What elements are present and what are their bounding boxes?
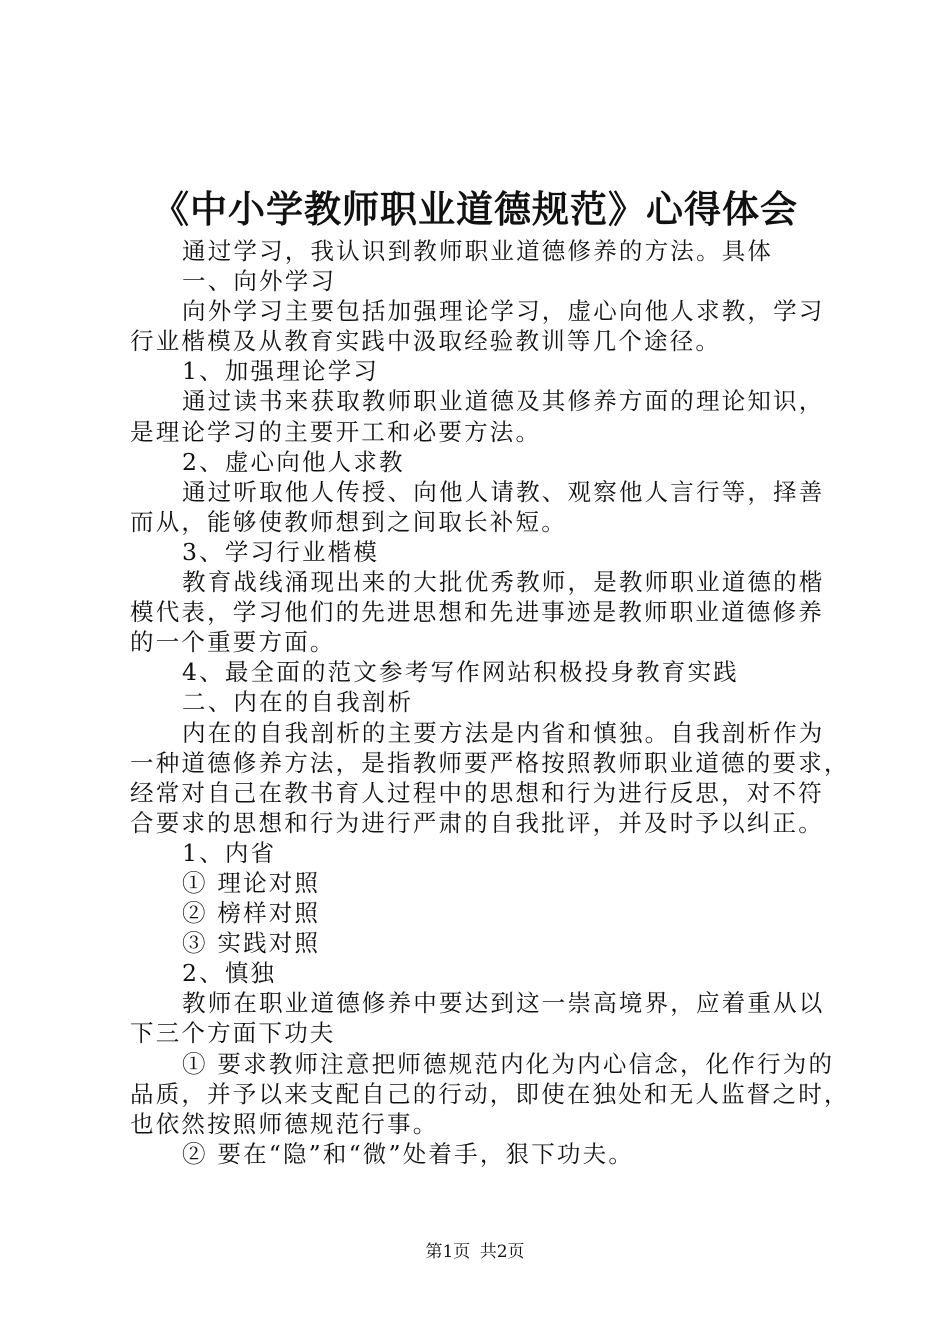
- paragraph-line: 品质，并予以来支配自己的行动，即使在独处和无人监督之时，: [130, 1079, 850, 1108]
- paragraph-line: 模代表，学习他们的先进思想和先进事迹是教师职业道德修养: [130, 598, 824, 627]
- subsection-heading: 1、加强理论学习: [182, 357, 380, 386]
- list-item: ③ 实践对照: [182, 929, 321, 958]
- list-item: ② 榜样对照: [182, 899, 321, 928]
- paragraph-line: 经常对自己在教书育人过程中的思想和行为进行反思，对不符: [130, 778, 824, 807]
- list-item: ① 理论对照: [182, 868, 321, 897]
- paragraph-line: 下三个方面下功夫: [130, 1019, 336, 1048]
- section-heading: 二、内在的自我剖析: [182, 688, 414, 717]
- list-item: ① 要求教师注意把师德规范内化为内心信念，化作行为的: [182, 1049, 835, 1078]
- paragraph-line: 通过听取他人传授、向他人请教、观察他人言行等，择善: [182, 477, 825, 506]
- page-total: 共2页: [479, 1242, 525, 1262]
- paragraph-line: 向外学习主要包括加强理论学习，虚心向他人求教，学习: [182, 297, 825, 326]
- paragraph-line: 的一个重要方面。: [130, 628, 336, 657]
- page-number: 第1页: [425, 1242, 471, 1262]
- document-title: 《中小学教师职业道德规范》心得体会: [152, 188, 798, 231]
- paragraph-line: 通过读书来获取教师职业道德及其修养方面的理论知识，: [182, 387, 825, 416]
- paragraph-line: 合要求的思想和行为进行严肃的自我批评，并及时予以纠正。: [130, 808, 824, 837]
- list-item: ② 要在“隐”和“微”处着手，狠下功夫。: [182, 1139, 635, 1168]
- paragraph-line: 一种道德修养方法，是指教师要严格按照教师职业道德的要求，: [130, 748, 850, 777]
- paragraph-line: 行业楷模及从教育实践中汲取经验教训等几个途径。: [130, 327, 722, 356]
- paragraph-line: 内在的自我剖析的主要方法是内省和慎独。自我剖析作为: [182, 718, 825, 747]
- subsection-heading: 2、慎独: [182, 959, 277, 988]
- section-heading: 一、向外学习: [182, 267, 337, 296]
- page-footer: [0, 1241, 950, 1263]
- subsection-heading: 3、学习行业楷模: [182, 537, 380, 566]
- subsection-heading: 4、最全面的范文参考写作网站积极投身教育实践: [182, 658, 739, 687]
- subsection-heading: 2、虚心向他人求教: [182, 447, 405, 476]
- paragraph-line: 而从，能够使教师想到之间取长补短。: [130, 507, 567, 536]
- subsection-heading: 1、内省: [182, 838, 277, 867]
- paragraph-line: 教育战线涌现出来的大批优秀教师，是教师职业道德的楷: [182, 568, 825, 597]
- paragraph-line: 是理论学习的主要开工和必要方法。: [130, 417, 542, 446]
- paragraph-line: 也依然按照师德规范行事。: [130, 1109, 439, 1138]
- paragraph-line: 教师在职业道德修养中要达到这一崇高境界，应着重从以: [182, 989, 825, 1018]
- paragraph-line: 通过学习，我认识到教师职业道德修养的方法。具体: [182, 237, 774, 265]
- document-body: [130, 236, 850, 1169]
